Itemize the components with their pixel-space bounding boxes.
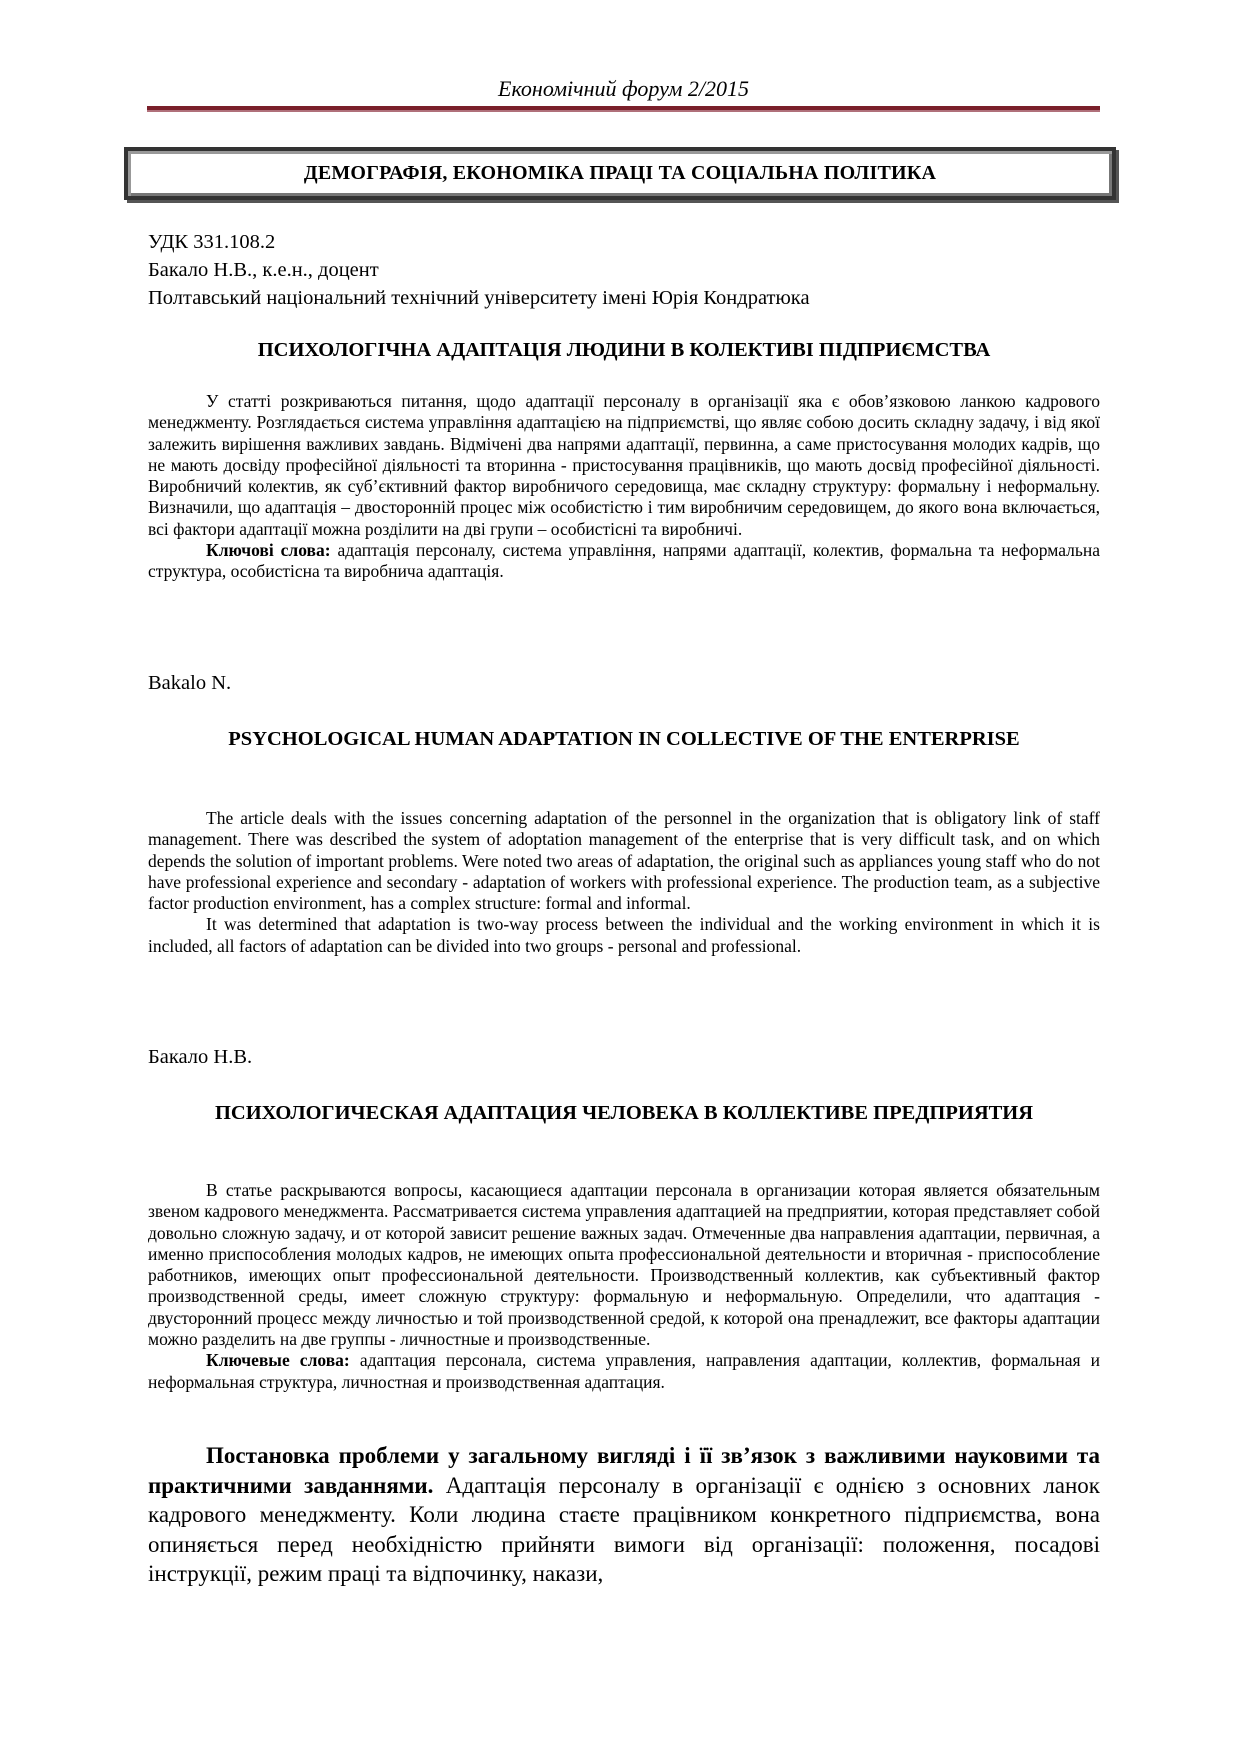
abstract-ukrainian xyxy=(148,391,1100,583)
article-meta xyxy=(148,228,1100,312)
abstract-english-p1: The article deals with the issues concerning adaptation of the personnel in the organization that is obligatory link of staff management. There was described the system of adoptation management of the enterprise that is very difficult task, and on which depends the solution of important problems. Were noted two areas of adaptation, the original such as appliances young staff who do not have professional experience and secondary - adaptation of workers with professional experience. The production team, as a subjective factor production environment, has a complex structure: formal and informal. xyxy=(148,808,1100,914)
title-russian: ПСИХОЛОГИЧЕСКАЯ АДАПТАЦИЯ ЧЕЛОВЕКА В КОЛЛЕКТИВЕ ПРЕДПРИЯТИЯ xyxy=(214,1102,1034,1124)
keywords-label: Ключевые слова: xyxy=(206,1350,350,1371)
title-english: PSYCHOLOGICAL HUMAN ADAPTATION IN COLLECTIVE OF THE ENTERPRISE xyxy=(228,728,1020,750)
abstract-english xyxy=(148,808,1100,957)
body-section xyxy=(148,1441,1100,1589)
title-ukrainian: ПСИХОЛОГІЧНА АДАПТАЦІЯ ЛЮДИНИ В КОЛЕКТИВІ ПІДПРИЄМСТВА xyxy=(257,339,991,361)
keywords-text: адаптация персонала, система управления, направления адаптации, коллектив, формальная и неформальная структура, личностная и производственная адаптация. xyxy=(148,1350,1101,1392)
abstract-english-p2: It was determined that adaptation is two-way process between the individual and the working environment in which it is included, all factors of adaptation can be divided into two groups - personal and professional. xyxy=(148,914,1100,956)
section-banner xyxy=(124,147,1116,200)
udk-code: УДК 331.108.2 xyxy=(148,231,276,253)
section-banner-title: ДЕМОГРАФІЯ, ЕКОНОМІКА ПРАЦІ ТА СОЦІАЛЬНА ПОЛІТИКА xyxy=(303,162,937,184)
abstract-russian xyxy=(148,1180,1100,1393)
keywords-text: адаптація персоналу, система управління, напрями адаптації, колектив, формальна та неформальна структура, особистісна та виробнича адаптація. xyxy=(148,540,1100,582)
header-rule xyxy=(147,106,1100,112)
problem-statement-heading: Постановка проблеми у загальному вигляді і її зв’язок з важливими науковими та практичними завданнями. xyxy=(148,1443,1100,1498)
abstract-ukrainian-text: У статті розкриваються питання, щодо адаптації персоналу в організації яка є обов’язковою ланкою кадрового менеджменту. Розглядається система управління адаптацією на підприємстві, що являє собою досить складну задачу, і від якої залежить вирішення важливих завдань. Відмічені два напрями адаптації, первинна, а саме пристосування молодих кадрів, що не мають досвіду професійної діяльності та вторинна - пристосування працівників, що мають досвід професійної діяльності. Виробничий колектив, як суб’єктивний фактор виробничого середовища, має складну структуру: формальну і неформальну. Визначили, що адаптація – двосторонній процес між особистістю і тим виробничим середовищем, до якого вона включається, всі фактори адаптації можна розділити на дві групи – особистісні та виробничі. xyxy=(148,391,1100,539)
author-russian: Бакало Н.В. xyxy=(148,1046,253,1068)
keywords-ukrainian xyxy=(148,540,1100,583)
running-header: Економічний форум 2/2015 xyxy=(498,76,749,101)
author-credentials: Бакало Н.В., к.е.н., доцент xyxy=(148,259,379,281)
keywords-russian xyxy=(148,1350,1100,1393)
body-paragraph-text: Адаптація персоналу в організації є однією з основних ланок кадрового менеджменту. Коли людина стаєте працівником конкретного підприємства, вона опиняється перед необхідністю прийняти вимоги від організації: положення, посадові інструкції, режим праці та відпочинку, накази, xyxy=(148,1472,1100,1586)
author-affiliation: Полтавський національний технічний університету імені Юрія Кондратюка xyxy=(148,287,810,309)
author-english: Bakalo N. xyxy=(148,672,232,694)
keywords-label: Ключові слова: xyxy=(206,540,331,561)
abstract-russian-text: В статье раскрываются вопросы, касающиеся адаптации персонала в организации которая является обязательным звеном кадрового менеджмента. Рассматривается система управления адаптацией на предприятии, которая представляет собой довольно сложную задачу, и от которой зависит решение важных задач. Отмеченные два направления адаптации, первичная, а именно приспособления молодых кадров, не имеющих опыта профессиональной деятельности и вторичная - приспособление работников, имеющих опыт профессиональной деятельности. Производственный коллектив, как субъективный фактор производственной среды, имеет сложную структуру: формальную и неформальную. Определили, что адаптация - двусторонний процесс между личностью и той производственной средой, к которой она пренадлежит, все факторы адаптации можно разделить на две группы - личностные и производственные. xyxy=(148,1180,1100,1350)
body-paragraph xyxy=(148,1441,1100,1589)
